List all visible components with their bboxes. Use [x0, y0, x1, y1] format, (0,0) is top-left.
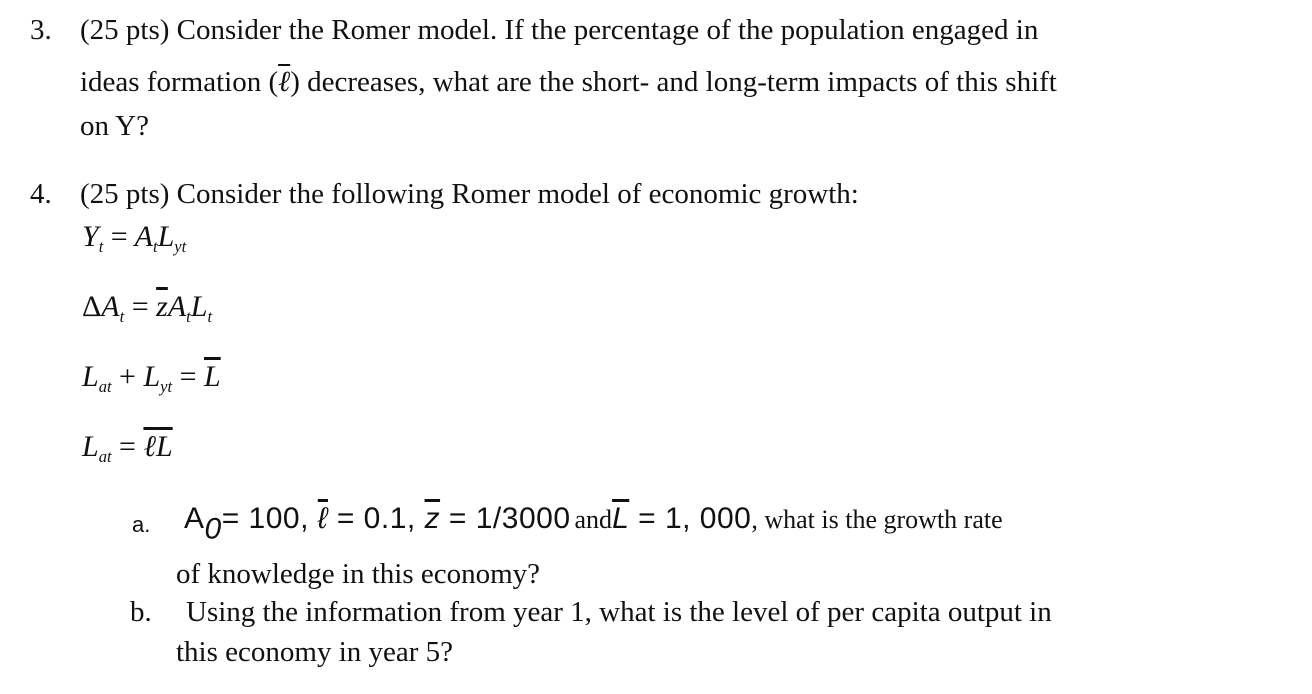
q4-number: 4. — [30, 178, 52, 210]
q3-line2-end: ) decreases, what are the short- and long-term impacts of this shift — [290, 66, 1057, 98]
ell-symbol: ℓ — [278, 66, 291, 98]
q3-number: 3. — [30, 14, 52, 46]
part-a-line1: A0= 100, ℓ = 0.1, $\overline{z} = 1/3000$ $and\overline{L} = 1$, 000, what is the growth rate — [184, 502, 1003, 546]
part-a-line2: of knowledge in this economy? — [176, 558, 541, 590]
equation-knowledge-growth: $\Delta A_t = \overline{z}A_tL_t$ — [82, 290, 213, 326]
equation-research-labor: $L_{at}$ = $\ell\overline{L}$ — [82, 430, 173, 466]
equation-labor-allocation: $L_{at} + L_{yt} = \overline{L}$ — [82, 360, 221, 396]
q3-line2 — [80, 68, 1057, 97]
part-a-label: a. — [132, 512, 151, 537]
q4-line1: (25 pts) Consider the following Romer model of economic growth: — [80, 178, 859, 210]
part-b-line2: this economy in year 5? — [176, 636, 454, 668]
part-b-line1: Using the information from year 1, what is the level of per capita output in — [186, 596, 1052, 628]
q3-line2-start: ideas formation ( — [80, 66, 279, 98]
q3-line3: on Y? — [80, 110, 149, 142]
q3-line1: (25 pts) Consider the Romer model. If the percentage of the population engaged in — [80, 14, 1039, 46]
part-b-label: b. — [130, 596, 152, 628]
equation-output: $Y_t = A_tL_{yt}$ — [82, 220, 187, 256]
